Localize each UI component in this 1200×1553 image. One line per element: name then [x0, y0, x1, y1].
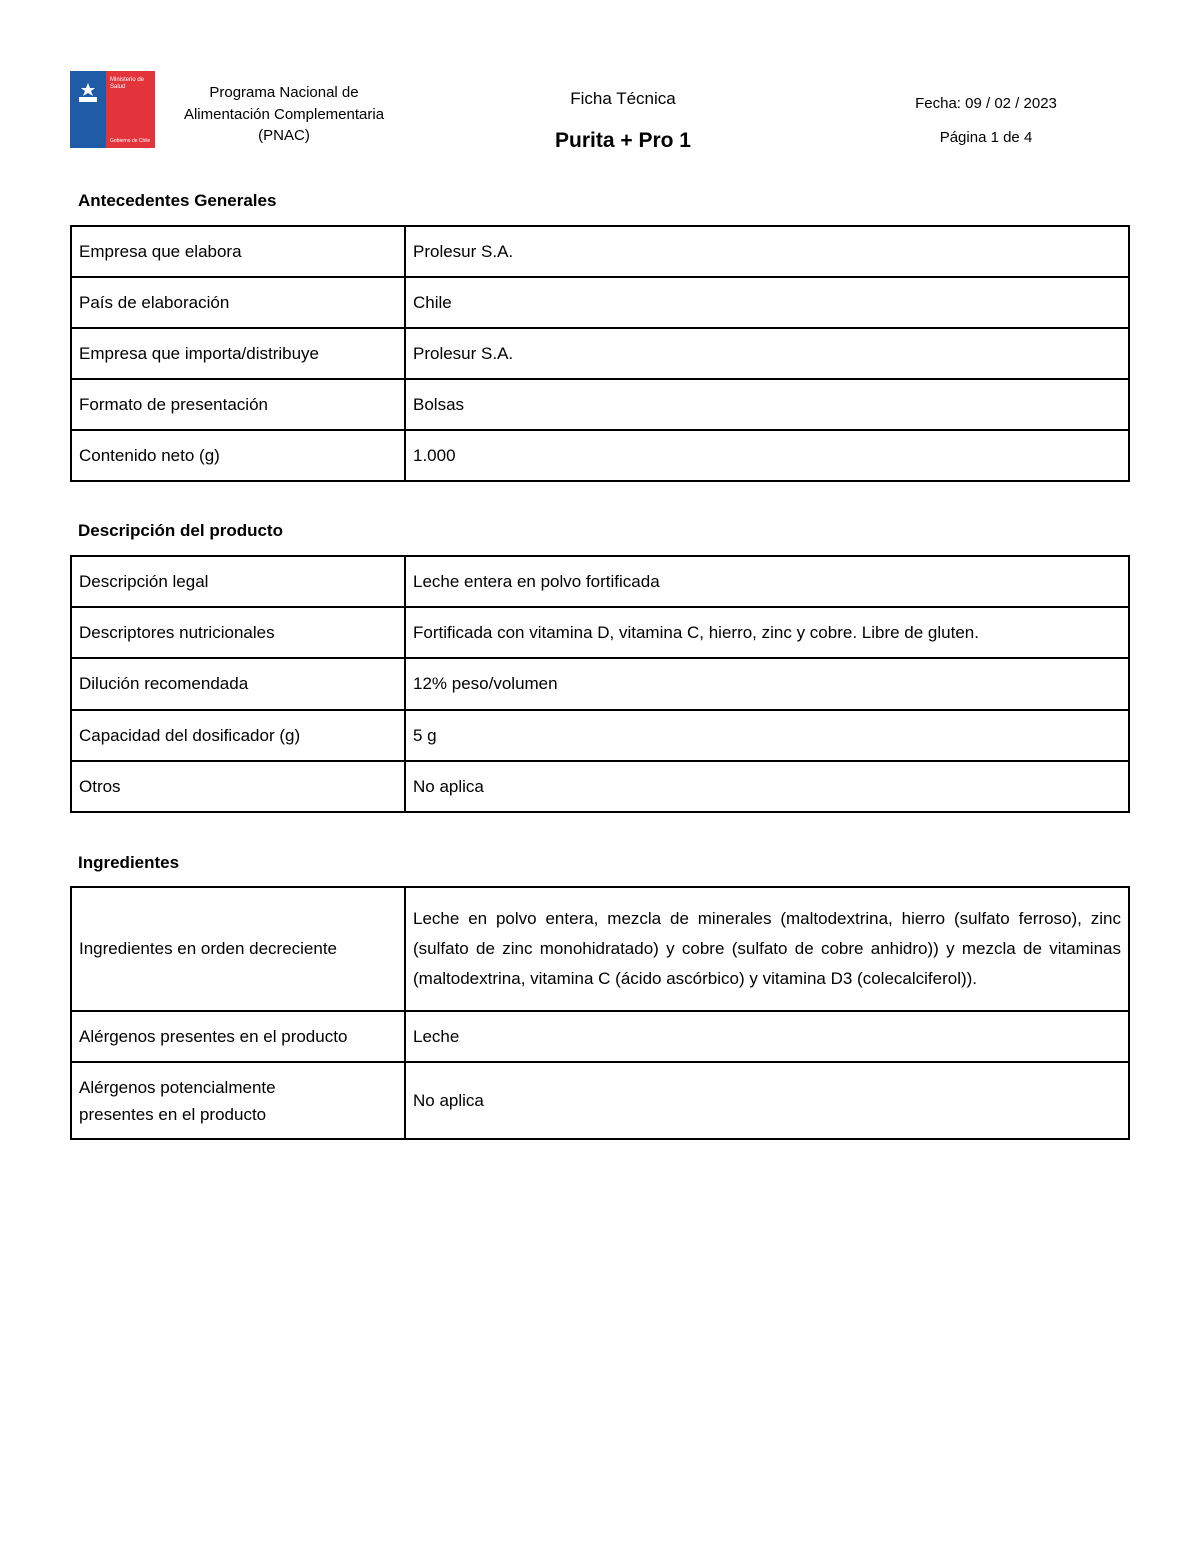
row-value: Bolsas — [405, 379, 1129, 430]
logo-ministry-text: Ministerio de Salud — [110, 77, 145, 90]
row-label: Otros — [71, 761, 405, 812]
table-row — [71, 761, 1129, 812]
table-row — [71, 1011, 1129, 1062]
descripcion-table — [70, 555, 1130, 813]
program-line-3: (PNAC) — [258, 127, 310, 144]
page-number: Página 1 de 4 — [939, 129, 1033, 146]
program-name — [168, 82, 400, 147]
row-label: Formato de presentación — [71, 379, 405, 430]
row-label — [71, 1062, 405, 1139]
table-row — [71, 658, 1129, 710]
row-value: No aplica — [405, 761, 1129, 812]
program-line-2: Alimentación Complementaria — [183, 105, 385, 123]
row-value: Leche entera en polvo fortificada — [405, 556, 1129, 607]
logo-blue-panel — [70, 71, 106, 148]
row-value: 12% peso/volumen — [405, 658, 1129, 710]
row-value: No aplica — [405, 1062, 1129, 1139]
row-label-line-1: Alérgenos potencialmente — [79, 1077, 276, 1097]
logo-government-text: Gobierno de Chile — [110, 138, 151, 144]
table-row — [71, 607, 1129, 658]
program-line-1: Programa Nacional de — [209, 84, 359, 101]
table-row — [71, 328, 1129, 379]
row-value: Leche — [405, 1011, 1129, 1062]
row-value: Leche en polvo entera, mezcla de minerales (maltodextrina, hierro (sulfato ferroso), zinc (sulfato de zinc monohidratado) y cobre (sulfato de cobre anhidro)) y mezcla de vitaminas (maltodextrina, vitamina C (ácido ascórbico) y vitamina D3 (colecalciferol)). — [405, 887, 1129, 1011]
table-row — [71, 226, 1129, 277]
table-row — [71, 430, 1129, 481]
row-label: Empresa que importa/distribuye — [71, 328, 405, 379]
section-title-descripcion: Descripción del producto — [78, 521, 283, 540]
document-date: Fecha: 09 / 02 / 2023 — [915, 95, 1057, 112]
table-row — [71, 379, 1129, 430]
logo-red-panel — [106, 71, 155, 148]
row-label: Empresa que elabora — [71, 226, 405, 277]
table-row — [71, 556, 1129, 607]
document-kind: Ficha Técnica — [570, 89, 676, 108]
row-label: Dilución recomendada — [71, 658, 405, 710]
row-label: Alérgenos presentes en el producto — [71, 1011, 405, 1062]
table-row — [71, 1062, 1129, 1139]
row-label: Descriptores nutricionales — [71, 607, 405, 658]
row-value: 5 g — [405, 710, 1129, 761]
ingredientes-table — [70, 886, 1130, 1140]
row-value: 1.000 — [405, 430, 1129, 481]
row-value: Prolesur S.A. — [405, 226, 1129, 277]
row-label: Descripción legal — [71, 556, 405, 607]
row-value: Prolesur S.A. — [405, 328, 1129, 379]
section-title-antecedentes: Antecedentes Generales — [78, 191, 277, 210]
table-row — [71, 887, 1129, 1011]
row-label: País de elaboración — [71, 277, 405, 328]
table-row — [71, 277, 1129, 328]
section-title-ingredientes: Ingredientes — [78, 853, 180, 872]
row-value: Chile — [405, 277, 1129, 328]
antecedentes-table — [70, 225, 1130, 482]
row-label: Contenido neto (g) — [71, 430, 405, 481]
row-label: Ingredientes en orden decreciente — [71, 887, 405, 1011]
coat-of-arms-icon — [74, 81, 102, 107]
row-value: Fortificada con vitamina D, vitamina C, hierro, zinc y cobre. Libre de gluten. — [405, 607, 1129, 658]
ministerio-logo — [70, 71, 155, 148]
row-label-line-2: presentes en el producto — [79, 1104, 267, 1124]
product-name: Purita + Pro 1 — [555, 129, 691, 152]
table-row — [71, 710, 1129, 761]
row-label: Capacidad del dosificador (g) — [71, 710, 405, 761]
